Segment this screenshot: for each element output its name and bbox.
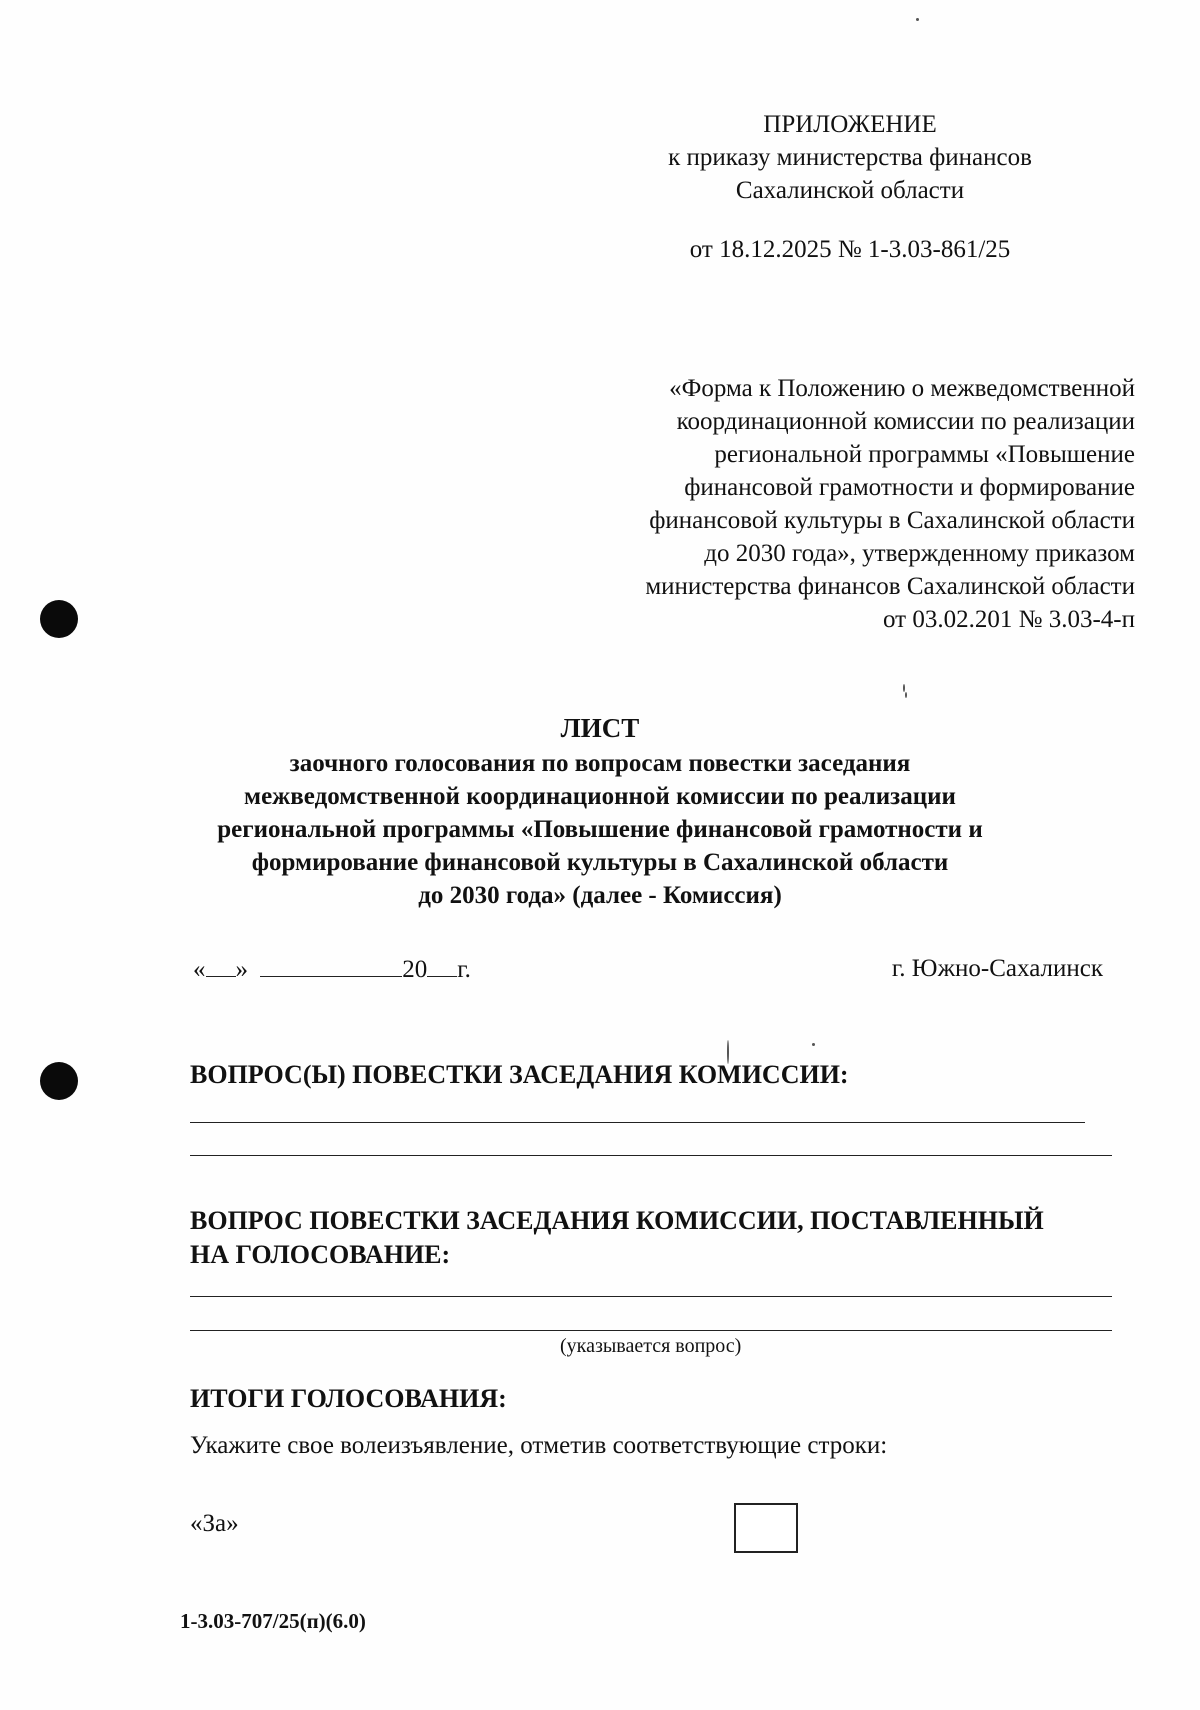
sheet-title-line: межведомственной координационной комиссии по реализации (244, 783, 956, 810)
vote-for-checkbox[interactable] (734, 1503, 798, 1553)
year-blank[interactable] (427, 952, 457, 977)
month-blank[interactable] (260, 952, 402, 977)
form-reference-line: до 2030 года», утвержденному приказом (704, 540, 1135, 567)
sheet-title-line: заочного голосования по вопросам повестки заседания (289, 750, 911, 777)
vote-question-heading-line: НА ГОЛОСОВАНИЕ: (190, 1240, 451, 1269)
date-field (193, 952, 471, 986)
form-reference-line: от 03.02.201 № 3.03-4-п (883, 606, 1135, 633)
scan-speck (903, 684, 905, 692)
scan-speck (916, 18, 919, 21)
results-heading: ИТОГИ ГОЛОСОВАНИЯ: (190, 1384, 507, 1413)
form-reference-line: финансовой грамотности и формирование (684, 474, 1135, 501)
day-blank[interactable] (206, 952, 236, 977)
close-quote: » (235, 956, 248, 983)
vote-question-line-2[interactable] (190, 1330, 1112, 1331)
agenda-answer-line-1[interactable] (190, 1122, 1085, 1123)
sheet-title-line: формирование финансовой культуры в Сахалинской области (251, 849, 949, 876)
appendix-title: ПРИЛОЖЕНИЕ (763, 111, 937, 138)
appendix-line-1: к приказу министерства финансов (668, 144, 1032, 171)
scan-speck (905, 692, 907, 698)
appendix-date-number: от 18.12.2025 № 1-3.03-861/25 (689, 236, 1011, 263)
sheet-title (180, 712, 1020, 912)
vote-question-hint: (указывается вопрос) (560, 1335, 742, 1357)
vote-for-label: «За» (190, 1510, 239, 1537)
punch-hole-top (40, 600, 78, 638)
date-place-row (193, 952, 1103, 986)
sheet-title-main: ЛИСТ (560, 713, 640, 743)
punch-hole-bottom (40, 1062, 78, 1100)
year-prefix: 20 (402, 956, 428, 983)
vote-question-line-1[interactable] (190, 1296, 1112, 1297)
year-suffix: г. (457, 956, 471, 983)
vote-question-heading-line: ВОПРОС ПОВЕСТКИ ЗАСЕДАНИЯ КОМИССИИ, ПОСТАВЛЕННЫЙ (190, 1206, 1044, 1235)
form-reference-line: региональной программы «Повышение (714, 441, 1135, 468)
appendix-line-2: Сахалинской области (735, 177, 965, 204)
form-reference-line: финансовой культуры в Сахалинской области (649, 507, 1135, 534)
form-reference (560, 372, 1135, 636)
scan-speck (812, 1043, 815, 1046)
results-instruction: Укажите свое волеизъявление, отметив соответствующие строки: (190, 1432, 888, 1459)
city-label: г. Южно-Сахалинск (891, 955, 1103, 982)
agenda-heading: ВОПРОС(Ы) ПОВЕСТКИ ЗАСЕДАНИЯ КОМИССИИ: (190, 1060, 849, 1089)
form-reference-line: координационной комиссии по реализации (676, 408, 1135, 435)
form-reference-line: «Форма к Положению о межведомственной (669, 375, 1135, 402)
sheet-title-line: до 2030 года» (далее - Комиссия) (418, 882, 782, 909)
vote-question-heading (190, 1204, 1044, 1272)
agenda-answer-line-2[interactable] (190, 1155, 1112, 1156)
appendix-header (600, 108, 1100, 266)
open-quote: « (193, 956, 206, 983)
document-code: 1-3.03-707/25(п)(6.0) (180, 1609, 366, 1633)
form-reference-line: министерства финансов Сахалинской области (645, 573, 1135, 600)
sheet-title-line: региональной программы «Повышение финансовой грамотности и (217, 816, 983, 843)
